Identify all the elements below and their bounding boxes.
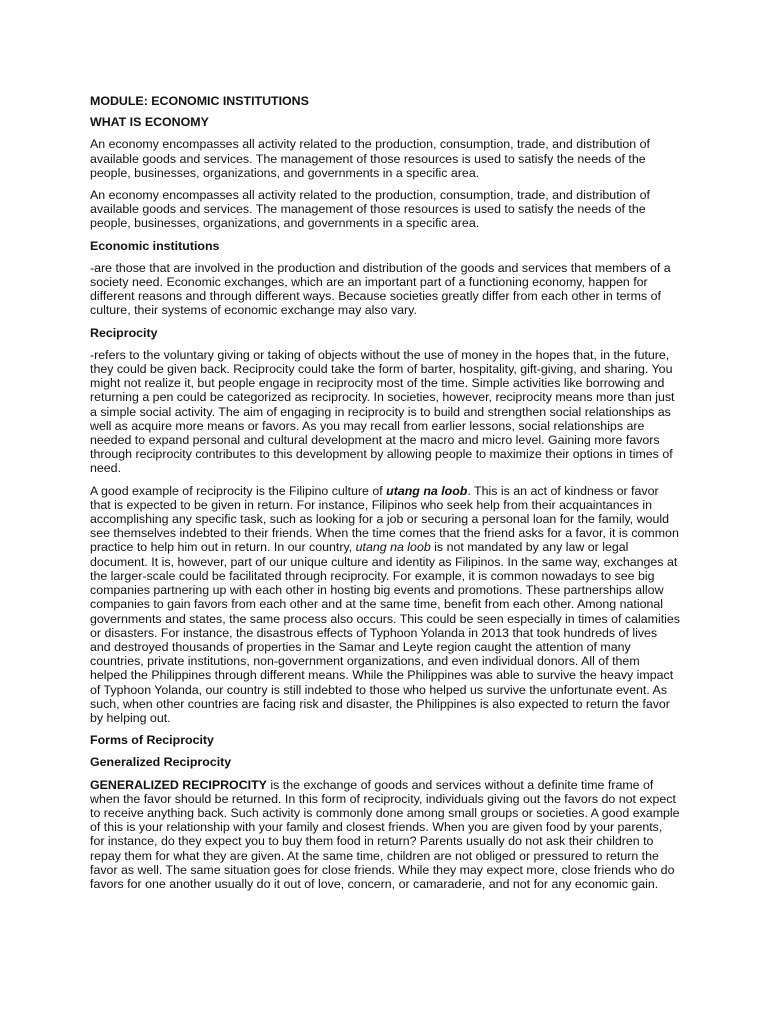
utang-na-loob-term-italic: utang na loob [355, 540, 431, 555]
example-part-3: is not mandated by any law or legal document. It is, however, part of our unique culture and identity as Filipinos. In the same way, exchanges at the larger-scale could be facilitated through reciprocity. For example, it is common nowadays to see big companies partnering up with each other in hosting big events and promotions. These partnerships allow companies to gain favors from each other and at the same time, benefit from each other. Among national governments and states, the same process also occurs. This could be seen especially in times of calamities or disasters. For instance, the disastrous effects of Typhoon Yolanda in 2013 that took hundreds of lives and destroyed thousands of properties in the Samar and Leyte region caught the attention of many countries, private institutions, non-government organizations, and even individual donors. All of them helped the Philippines through different means. While the Philippines was able to survive the heavy impact of Typhoon Yolanda, our country is still indebted to those who helped us survive the unfortunate event. As such, when other countries are facing risk and disaster, the Philippines is also expected to return the favor by helping out. [90, 540, 680, 725]
document-page [90, 94, 680, 899]
generalized-reciprocity-paragraph [90, 778, 680, 892]
generalized-reciprocity-text: is the exchange of goods and services without a definite time frame of when the favor should be returned. In this form of reciprocity, individuals giving out the favors do not expect to receive anything back. Such activity is commonly done among small groups or societies. A good example of this is your relationship with your family and closest friends. When you are given food by your parents, for instance, do they expect you to buy them food in return? Parents usually do not ask their children to repay them for what they are given. At the same time, children are not obliged or pressured to return the favor as well. The same situation goes for close friends. While they may expect more, close friends who do favors for one another usually do it out of love, concern, or camaraderie, and not for any economic gain. [90, 777, 680, 891]
economy-paragraph-2: An economy encompasses all activity related to the production, consumption, trade, and distribution of available goods and services. The management of those resources is used to satisfy the needs of the people, businesses, organizations, and governments in a specific area. [90, 188, 650, 231]
economic-institutions-paragraph: -are those that are involved in the production and distribution of the goods and services that members of a society need. Economic exchanges, which are an important part of a functioning economy, happen for different reasons and through different ways. Because societies greatly differ from each other in terms of culture, their systems of economic exchange may also vary. [90, 260, 671, 318]
example-part-2: . This is an act of kindness or favor that is expected to be given in return. For instance, Filipinos who seek help from their acquaintances in accomplishing any specific task, such as looking for a job or securing a personal loan for the family, would see themselves indebted to their friends. When the time comes that the friend asks for a favor, it is common practice to help him out in return. In our country, [90, 483, 679, 555]
forms-of-reciprocity-heading: Forms of Reciprocity [90, 733, 214, 748]
utang-na-loob-paragraph [90, 484, 680, 725]
utang-na-loob-term: utang na loob [386, 483, 468, 498]
economic-institutions-heading: Economic institutions [90, 238, 220, 253]
module-title: MODULE: ECONOMIC INSTITUTIONS [90, 94, 309, 108]
reciprocity-paragraph: -refers to the voluntary giving or taking of objects without the use of money in the hopes that, in the future, they could be given back. Reciprocity could take the form of barter, hospitality, gift-giving, and sharing. You might not realize it, but people engage in reciprocity most of the time. Simple activities like borrowing and returning a pen could be categorized as reciprocity. In societies, however, reciprocity means more than just a simple social activity. The aim of engaging in reciprocity is to build and strengthen social relationships as well as acquire more means or favors. As you may recall from earlier lessons, social relationships are needed to expand personal and cultural development at the macro and micro level. Gaining more favors through reciprocity contributes to this development by allowing people to maximize their options in times of need. [90, 347, 675, 476]
what-is-economy-heading: WHAT IS ECONOMY [90, 115, 209, 130]
reciprocity-heading: Reciprocity [90, 325, 158, 340]
economy-paragraph-1: An economy encompasses all activity related to the production, consumption, trade, and distribution of available goods and services. The management of those resources is used to satisfy the needs of the people, businesses, organizations, and governments in a specific area. [90, 137, 650, 180]
generalized-reciprocity-term: GENERALIZED RECIPROCITY [90, 777, 267, 792]
generalized-reciprocity-heading: Generalized Reciprocity [90, 755, 232, 770]
example-intro: A good example of reciprocity is the Filipino culture of [90, 483, 387, 498]
